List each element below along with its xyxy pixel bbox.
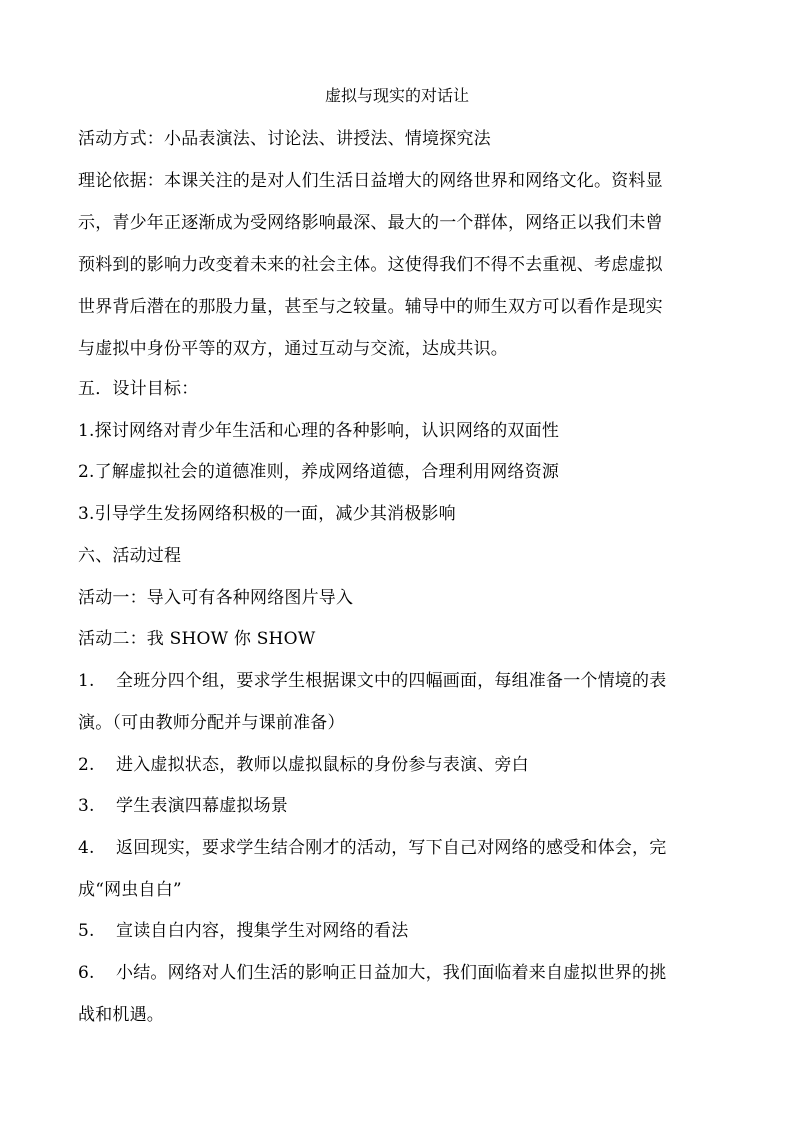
step-4-continuation: 成“网虫自白” <box>78 880 182 900</box>
step-number: 3. <box>78 796 95 816</box>
step-1-continuation: 演。（可由教师分配并与课前准备） <box>78 713 345 733</box>
step-number: 6. <box>78 963 95 983</box>
step-text: 全班分四个组，要求学生根据课文中的四幅画面，每组准备一个情境的表 <box>116 671 667 691</box>
step-number: 1. <box>78 671 95 691</box>
activity-2: 活动二：我 SHOW 你 SHOW <box>78 629 316 649</box>
step-text: 进入虚拟状态，教师以虚拟鼠标的身份参与表演、旁白 <box>116 755 529 775</box>
section5-heading: 五．设计目标： <box>78 379 199 399</box>
step-3 <box>78 795 718 817</box>
theory-line-3: 预料到的影响力改变着未来的社会主体。这使得我们不得不去重视、考虑虚拟 <box>78 255 663 275</box>
step-text: 宣读自白内容，搜集学生对网络的看法 <box>116 921 409 941</box>
activity-method-line: 活动方式：小品表演法、讨论法、讲授法、情境探究法 <box>78 129 491 149</box>
step-1 <box>78 670 718 692</box>
step-text: 小结。网络对人们生活的影响正日益加大，我们面临着来自虚拟世界的挑 <box>116 963 667 983</box>
theory-line-1: 理论依据：本课关注的是对人们生活日益增大的网络世界和网络文化。资料显 <box>78 171 663 191</box>
step-text: 学生表演四幕虚拟场景 <box>116 796 288 816</box>
step-4 <box>78 837 718 859</box>
theory-line-2: 示，青少年正逐渐成为受网络影响最深、最大的一个群体，网络正以我们未曾 <box>78 213 663 233</box>
step-text: 返回现实，要求学生结合刚才的活动，写下自己对网络的感受和体会，完 <box>116 838 667 858</box>
theory-line-5: 与虚拟中身份平等的双方，通过互动与交流，达成共识。 <box>78 339 508 359</box>
step-2 <box>78 754 718 776</box>
goal-2: 2.了解虚拟社会的道德准则，养成网络道德，合理利用网络资源 <box>78 462 560 482</box>
goal-1: 1.探讨网络对青少年生活和心理的各种影响，认识网络的双面性 <box>78 421 560 441</box>
document-title: 虚拟与现实的对话让 <box>324 86 469 105</box>
step-number: 4. <box>78 838 95 858</box>
step-6-continuation: 战和机遇。 <box>78 1005 164 1025</box>
step-6 <box>78 962 718 984</box>
activity-1: 活动一：导入可有各种网络图片导入 <box>78 588 354 608</box>
section6-heading: 六、活动过程 <box>78 546 182 566</box>
step-5 <box>78 920 718 942</box>
goal-3: 3.引导学生发扬网络积极的一面，减少其消极影响 <box>78 504 456 524</box>
step-number: 2. <box>78 755 95 775</box>
step-number: 5. <box>78 921 95 941</box>
theory-line-4: 世界背后潜在的那股力量，甚至与之较量。辅导中的师生双方可以看作是现实 <box>78 297 663 317</box>
